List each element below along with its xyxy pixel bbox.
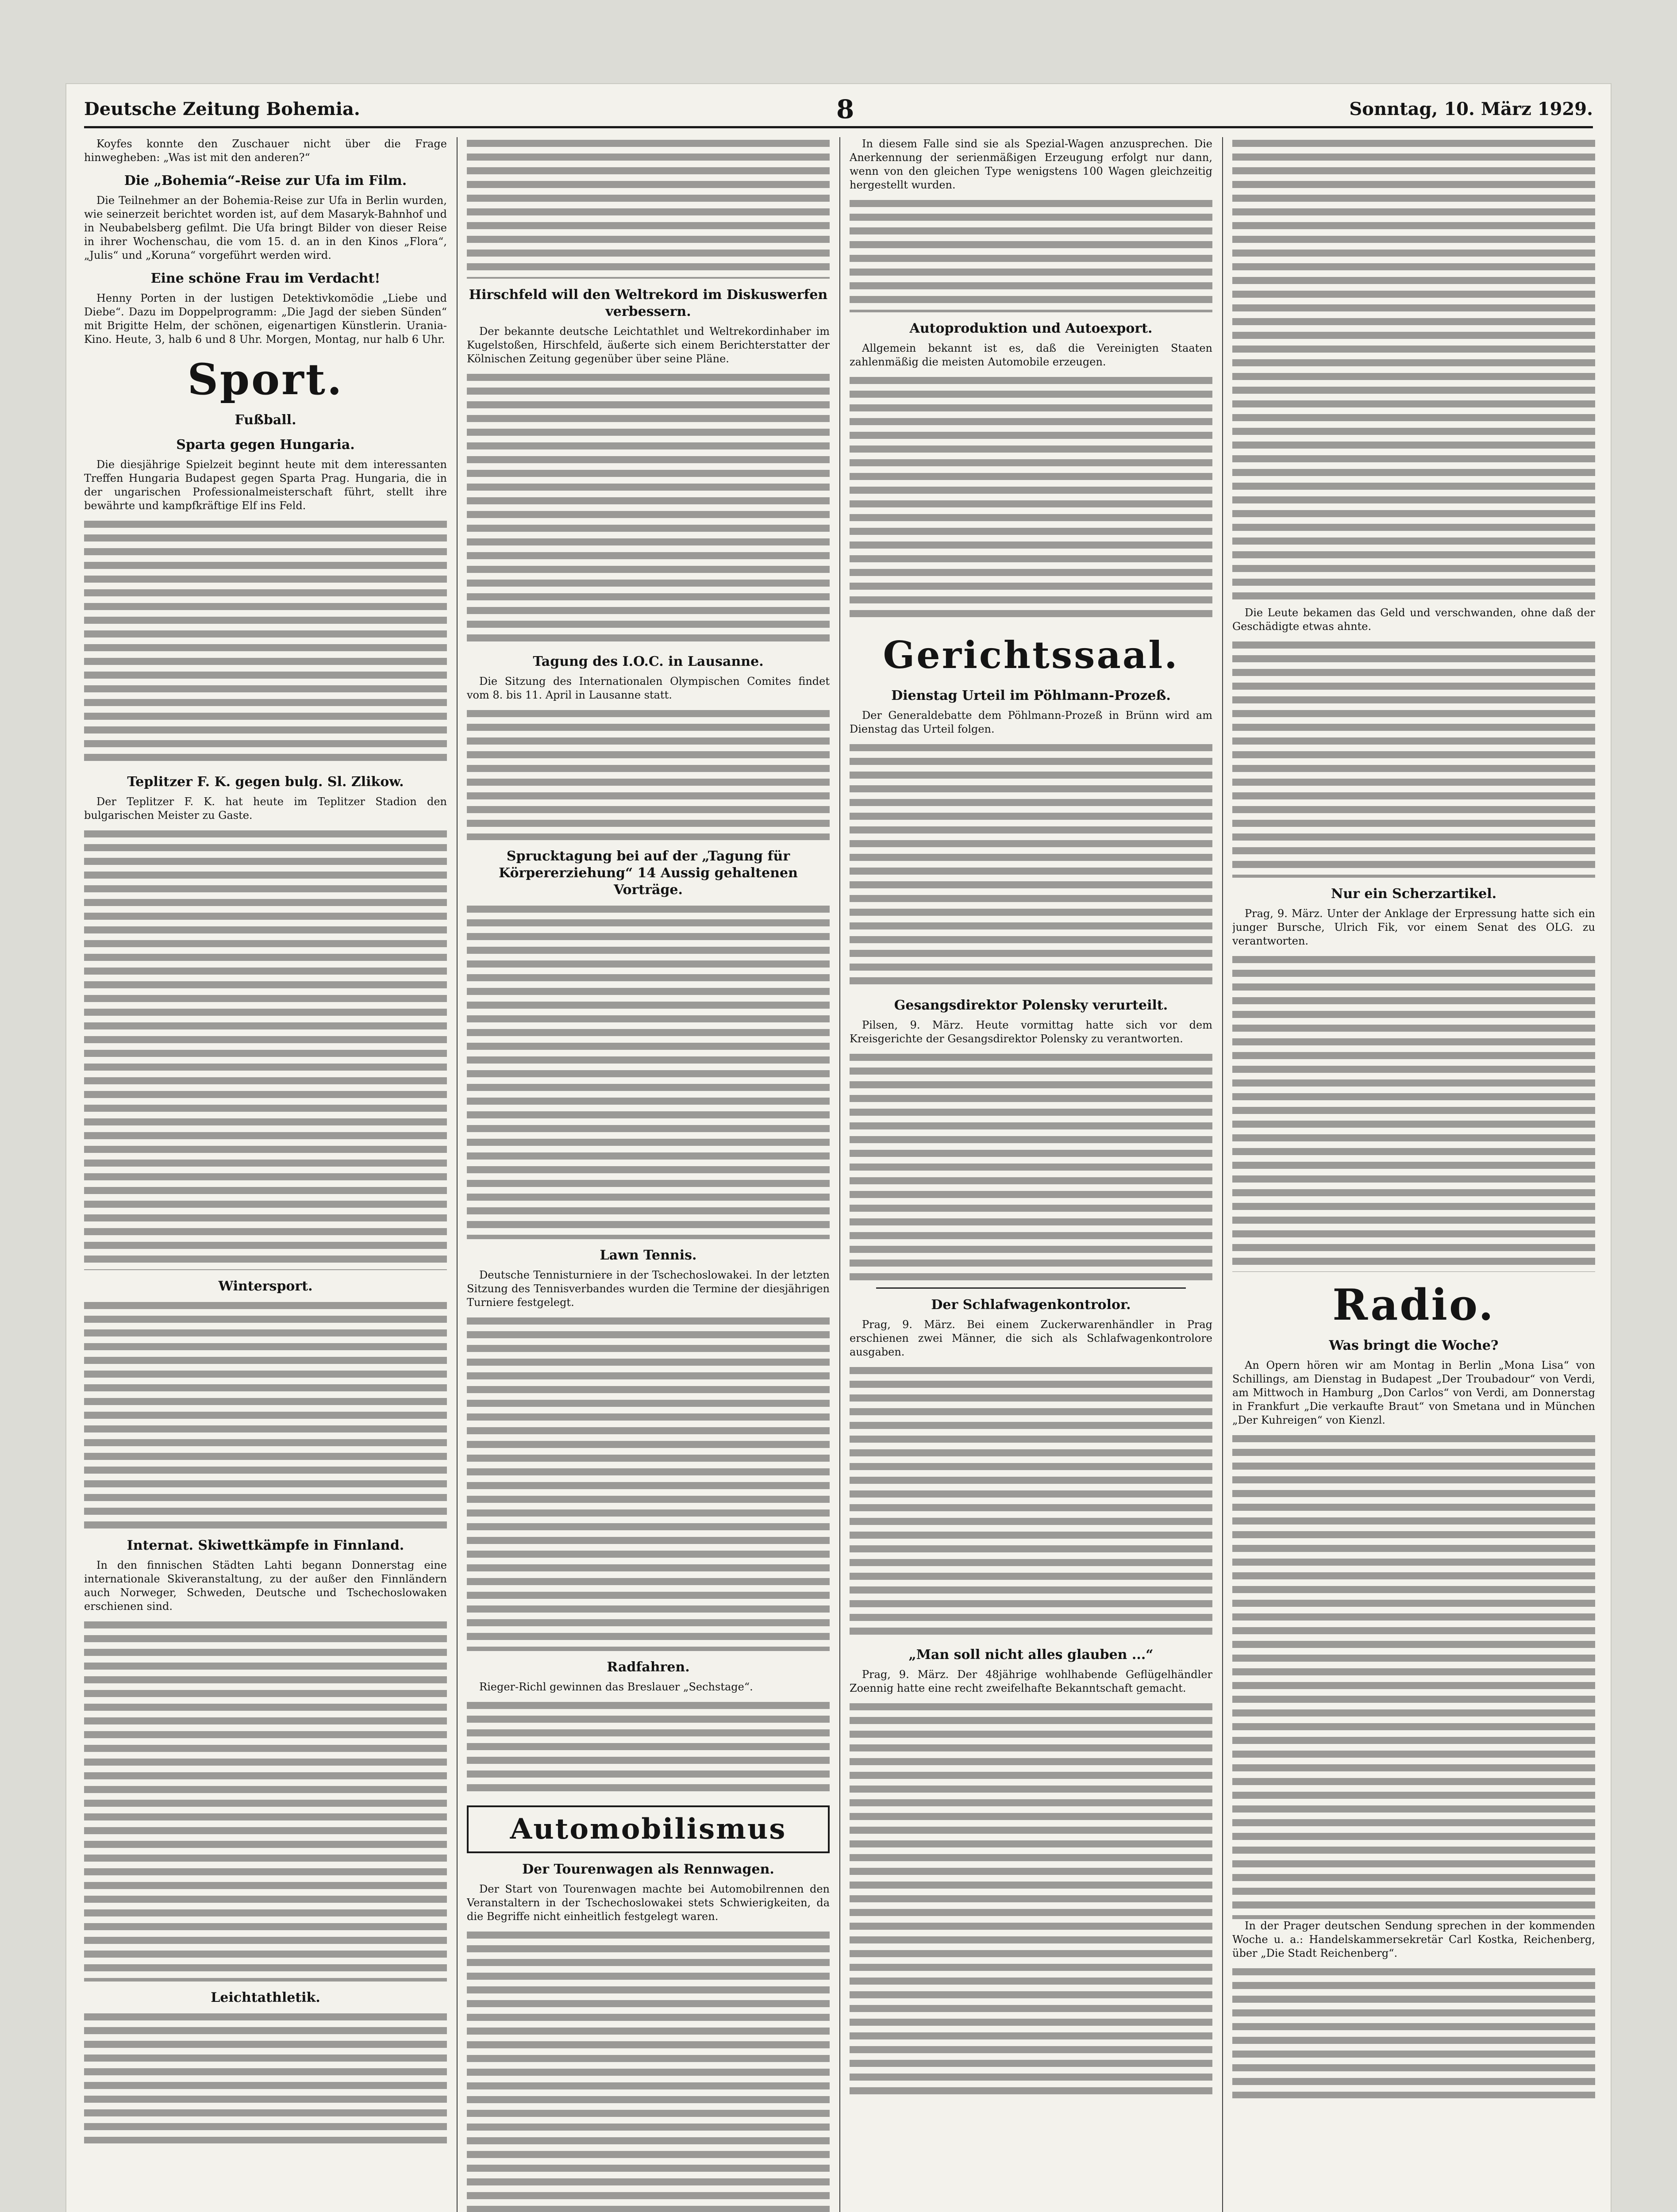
article-text: In der Prager deutschen Sendung sprechen in der kommenden Woche u. a.: Handelskammersekretär Carl Kostka, Reichenberg, über „Die Stadt Reichenberg“. bbox=[1232, 1920, 1595, 1959]
article-text: Henny Porten in der lustigen Detektivkomödie „Liebe und Diebe“. Dazu im Doppelprogramm: „Die Jagd der sieben Sünden“ mit Brigitte Helm, der schönen, eigenartigen Künstlerin. Urania-Kino. Heute, 3, halb 6 und 8 Uhr. Morgen, Montag, nur halb 6 Uhr. bbox=[84, 292, 447, 346]
article-text: In diesem Falle sind sie als Spezial-Wagen anzusprechen. Die Anerkennung der serienmäßigen Erzeugung erfolgt nur dann, wenn von den gleichen Type wenigstens 100 Wagen gleichzeitig hergestellt wurden. bbox=[850, 138, 1212, 191]
text-block bbox=[850, 1701, 1212, 2099]
article-heading: Die „Bohemia“-Reise zur Ufa im Film. bbox=[124, 173, 407, 188]
article-heading: Gesangsdirektor Polensky verurteilt. bbox=[894, 998, 1168, 1013]
text-block bbox=[1232, 137, 1595, 606]
article-text: Koyfes konnte den Zuschauer nicht über die Frage hinwegheben: „Was ist mit den anderen?“ bbox=[84, 138, 447, 164]
text-block bbox=[467, 1315, 830, 1651]
article-heading: Hirschfeld will den Weltrekord im Diskuswerfen verbessern. bbox=[469, 287, 828, 319]
separator-line bbox=[876, 1287, 1186, 1289]
article-heading: Sprucktagung bei auf der „Tagung für Körpererziehung“ 14 Aussig gehaltenen Vorträge. bbox=[499, 849, 798, 898]
column-rule bbox=[457, 137, 458, 2212]
article-text: Pilsen, 9. März. Heute vormittag hatte sich vor dem Kreisgerichte der Gesangsdirektor Polensky zu verantworten. bbox=[850, 1019, 1212, 1045]
subsection-heading: Wintersport. bbox=[218, 1279, 313, 1294]
article-heading: Teplitzer F. K. gegen bulg. Sl. Zlikow. bbox=[127, 774, 404, 790]
article-text: Die Sitzung des Internationalen Olympischen Comites findet vom 8. bis 11. April in Lausanne statt. bbox=[467, 675, 830, 701]
article-text: Prag, 9. März. Unter der Anklage der Erpressung hatte sich ein junger Bursche, Ulrich Fik, vor einem Senat des OLG. zu verantworten. bbox=[1232, 907, 1595, 947]
article-text: Der bekannte deutsche Leichtathlet und Weltrekordinhaber im Kugelstoßen, Hirschfeld, äußerte sich einem Berichterstatter der Kölnischen Zeitung gegenüber über seine Pläne. bbox=[467, 325, 830, 365]
article-heading: Sparta gegen Hungaria. bbox=[176, 437, 355, 453]
masthead-title: Deutsche Zeitung Bohemia. bbox=[84, 99, 360, 119]
article-heading: Der Tourenwagen als Rennwagen. bbox=[522, 1862, 774, 1877]
section-title-gerichtssaal: Gerichtssaal. bbox=[883, 633, 1179, 677]
section-title-radio: Radio. bbox=[1332, 1280, 1495, 1330]
text-block bbox=[84, 1619, 447, 1982]
text-block bbox=[850, 1364, 1212, 1639]
text-block bbox=[1232, 953, 1595, 1272]
text-block bbox=[850, 741, 1212, 989]
subsection-heading: Radfahren. bbox=[607, 1659, 690, 1675]
subsection-heading: Lawn Tennis. bbox=[600, 1248, 697, 1263]
article-heading: Internat. Skiwettkämpfe in Finnland. bbox=[127, 1538, 404, 1553]
page-number: 8 bbox=[836, 94, 854, 124]
text-block bbox=[467, 903, 830, 1239]
text-block bbox=[467, 371, 830, 645]
article-heading: Dienstag Urteil im Pöhlmann-Prozeß. bbox=[891, 688, 1171, 703]
article-heading: Autoproduktion und Autoexport. bbox=[909, 321, 1153, 336]
column-3 bbox=[850, 137, 1212, 2212]
section-title-sport: Sport. bbox=[187, 354, 344, 404]
text-block bbox=[84, 828, 447, 1270]
column-rule bbox=[1222, 137, 1223, 2212]
article-text: Die Teilnehmer an der Bohemia-Reise zur Ufa in Berlin wurden, wie seinerzeit berichtet worden ist, auf dem Masaryk-Bahnhof und in Neubabelsberg gefilmt. Die Ufa bringt Bilder von dieser Reise in ihrer Wochenschau, die vom 15. d. an in den Kinos „Flora“, „Julis“ und „Koruna“ vorgeführt werden wird. bbox=[84, 194, 447, 261]
article-text: In den finnischen Städten Lahti begann Donnerstag eine internationale Skiveranstaltung, zu der außer den Finnländern auch Norweger, Schweden, Deutsche und Tschechoslowaken erschienen sind. bbox=[84, 1559, 447, 1613]
column-rule bbox=[839, 137, 840, 2212]
subsection-heading: Fußball. bbox=[235, 412, 296, 428]
article-text: Prag, 9. März. Der 48jährige wohlhabende Geflügelhändler Zoennig hatte eine recht zweifelhafte Bekanntschaft gemacht. bbox=[850, 1668, 1212, 1694]
text-block bbox=[850, 197, 1212, 312]
article-text: Rieger-Richl gewinnen das Breslauer „Sechstage“. bbox=[479, 1681, 753, 1693]
article-text: Der Start von Tourenwagen machte bei Automobilrennen den Veranstaltern in der Tschechoslowakei stets Schwierigkeiten, da die Begriffe nicht einheitlich festgelegt waren. bbox=[467, 1883, 830, 1923]
article-text: Deutsche Tennisturniere in der Tschechoslowakei. In der letzten Sitzung des Tennisverbandes wurden die Termine der diesjährigen Turniere festgelegt. bbox=[467, 1269, 830, 1309]
article-heading: Nur ein Scherzartikel. bbox=[1331, 886, 1497, 902]
column-4 bbox=[1232, 137, 1595, 2212]
article-text: An Opern hören wir am Montag in Berlin „Mona Lisa“ von Schillings, am Dienstag in Budapest „Der Troubadour“ von Verdi, am Mittwoch in Hamburg „Don Carlos“ von Verdi, am Donnerstag in Frankfurt „Die verkaufte Braut“ von Smetana und in München „Der Kuhreigen“ von Kienzl. bbox=[1232, 1359, 1595, 1426]
section-title-automobilismus: Automobilismus bbox=[467, 1805, 830, 1853]
article-heading: Der Schlafwagenkontrolor. bbox=[931, 1297, 1131, 1313]
article-heading: Tagung des I.O.C. in Lausanne. bbox=[533, 654, 764, 669]
text-block bbox=[467, 1699, 830, 1797]
text-block bbox=[84, 518, 447, 766]
text-block bbox=[467, 137, 830, 279]
issue-date: Sonntag, 10. März 1929. bbox=[1349, 99, 1593, 119]
article-heading: Was bringt die Woche? bbox=[1329, 1338, 1499, 1353]
text-block bbox=[84, 2011, 447, 2143]
subsection-heading: Leichtathletik. bbox=[211, 1990, 320, 2005]
text-block bbox=[467, 707, 830, 840]
article-heading: „Man soll nicht alles glauben ...“ bbox=[908, 1647, 1154, 1663]
article-text: Die Leute bekamen das Geld und verschwanden, ohne daß der Geschädigte etwas ahnte. bbox=[1232, 607, 1595, 633]
article-text: Der Teplitzer F. K. hat heute im Teplitzer Stadion den bulgarischen Meister zu Gaste. bbox=[84, 795, 447, 822]
column-2 bbox=[467, 137, 830, 2212]
newspaper-page bbox=[66, 84, 1611, 2212]
article-text: Allgemein bekannt ist es, daß die Vereinigten Staaten zahlenmäßig die meisten Automobile erzeugen. bbox=[850, 342, 1212, 368]
text-block bbox=[850, 1051, 1212, 1281]
article-text: Prag, 9. März. Bei einem Zuckerwarenhändler in Prag erschienen zwei Männer, die sich als Schlafwagenkontrolore ausgaben. bbox=[850, 1318, 1212, 1358]
text-block bbox=[1232, 1432, 1595, 1919]
article-heading: Eine schöne Frau im Verdacht! bbox=[150, 271, 381, 286]
article-text: Die diesjährige Spielzeit beginnt heute mit dem interessanten Treffen Hungaria Budapest gegen Sparta Prag. Hungaria, die in der ungarischen Professionalmeisterschaft führt, stellt ihre bewährte und kampfkräftige Elf ins Feld. bbox=[84, 458, 447, 512]
text-block bbox=[1232, 639, 1595, 878]
text-block bbox=[84, 1299, 447, 1529]
text-block bbox=[467, 1929, 830, 2212]
text-block bbox=[850, 374, 1212, 622]
text-block bbox=[1232, 1966, 1595, 2098]
page-header bbox=[84, 91, 1593, 128]
article-text: Der Generaldebatte dem Pöhlmann-Prozeß in Brünn wird am Dienstag das Urteil folgen. bbox=[850, 709, 1212, 735]
column-1 bbox=[84, 137, 447, 2212]
